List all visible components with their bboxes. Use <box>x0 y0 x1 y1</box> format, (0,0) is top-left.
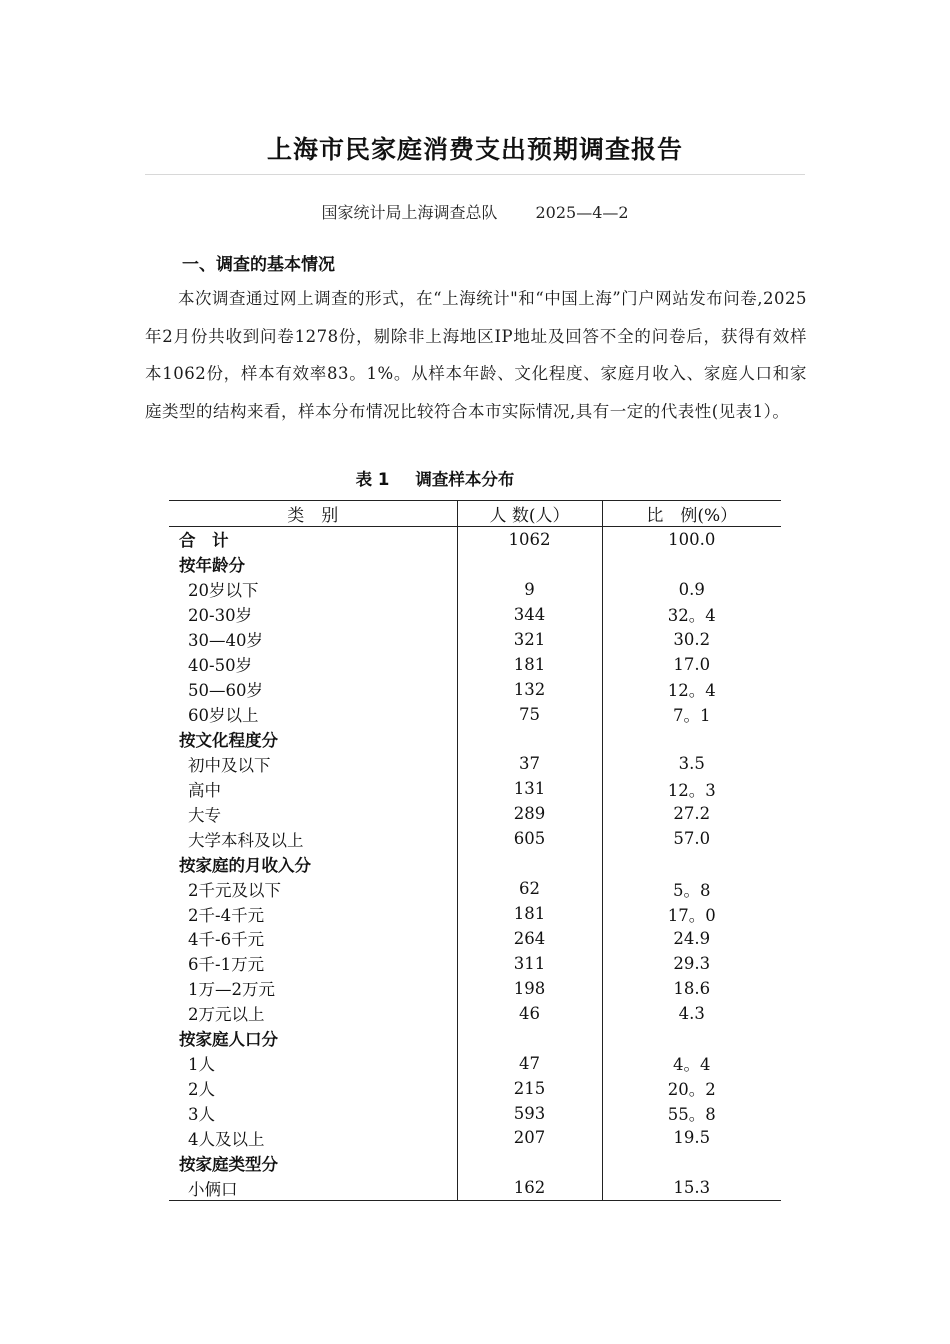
table-row <box>169 1001 781 1026</box>
row-percent <box>602 552 781 577</box>
table-row <box>169 652 781 677</box>
row-count: 132 <box>457 677 602 702</box>
row-percent: 100.0 <box>602 527 781 552</box>
table-row <box>169 951 781 976</box>
header-count: 人 数(人） <box>457 501 602 527</box>
table-row <box>169 1076 781 1101</box>
row-percent: 30.2 <box>602 627 781 652</box>
table-caption-number: 表 1 <box>355 470 390 489</box>
row-label: 按家庭类型分 <box>179 1154 278 1174</box>
row-percent: 0.9 <box>602 577 781 602</box>
row-count: 181 <box>457 652 602 677</box>
table-row <box>169 1051 781 1076</box>
table-group-row <box>169 1026 781 1051</box>
sample-distribution-table <box>169 500 781 1201</box>
row-percent: 17。0 <box>602 901 781 926</box>
row-label: 2万元以上 <box>188 1005 265 1025</box>
table-row <box>169 751 781 776</box>
row-percent: 15.3 <box>602 1175 781 1200</box>
section-heading: 一、调查的基本情况 <box>182 255 335 275</box>
row-percent: 3.5 <box>602 751 781 776</box>
header-category: 类 别 <box>169 501 457 527</box>
row-percent: 20。2 <box>602 1076 781 1101</box>
row-label: 1人 <box>188 1055 215 1075</box>
report-title: 上海市民家庭消费支出预期调查报告 <box>266 135 683 164</box>
row-label: 按家庭人口分 <box>179 1030 278 1050</box>
row-count: 207 <box>457 1126 602 1151</box>
row-label: 40-50岁 <box>188 656 253 676</box>
row-label: 60岁以上 <box>188 706 259 726</box>
row-percent: 17.0 <box>602 652 781 677</box>
table-row <box>169 826 781 851</box>
row-percent: 12。3 <box>602 776 781 801</box>
table-group-row <box>169 851 781 876</box>
row-label: 4人及以上 <box>188 1129 265 1149</box>
row-count: 264 <box>457 926 602 951</box>
row-label: 按家庭的月收入分 <box>179 855 311 875</box>
row-count: 593 <box>457 1101 602 1126</box>
row-label: 按年龄分 <box>179 556 245 576</box>
table-caption <box>0 466 870 490</box>
row-label: 30—40岁 <box>188 631 263 651</box>
row-percent: 32。4 <box>602 602 781 627</box>
row-label: 50—60岁 <box>188 681 263 701</box>
row-count <box>457 1026 602 1051</box>
row-label: 大学本科及以上 <box>188 830 304 850</box>
table-row <box>169 801 781 826</box>
byline-org: 国家统计局上海调查总队 <box>321 203 498 222</box>
row-percent: 18.6 <box>602 976 781 1001</box>
table-caption-text: 调查样本分布 <box>415 470 515 489</box>
table-row <box>169 677 781 702</box>
row-percent: 5。8 <box>602 876 781 901</box>
row-percent: 29.3 <box>602 951 781 976</box>
row-label: 20岁以下 <box>188 581 259 601</box>
row-count: 181 <box>457 901 602 926</box>
row-percent: 12。4 <box>602 677 781 702</box>
table-group-row <box>169 527 781 552</box>
row-count: 311 <box>457 951 602 976</box>
row-count: 131 <box>457 776 602 801</box>
row-count: 215 <box>457 1076 602 1101</box>
row-count: 37 <box>457 751 602 776</box>
row-count: 62 <box>457 876 602 901</box>
row-label: 大专 <box>188 805 221 825</box>
row-label: 2人 <box>188 1080 215 1100</box>
row-percent: 57.0 <box>602 826 781 851</box>
row-label: 合 计 <box>179 531 229 551</box>
row-percent: 24.9 <box>602 926 781 951</box>
table-row <box>169 1126 781 1151</box>
row-count <box>457 851 602 876</box>
row-percent: 7。1 <box>602 702 781 727</box>
row-percent: 55。8 <box>602 1101 781 1126</box>
table-group-row <box>169 727 781 752</box>
row-count: 289 <box>457 801 602 826</box>
table-row <box>169 876 781 901</box>
body-paragraph: 本次调查通过网上调查的形式，在“上海统计"和“中国上海”门户网站发布问卷,2025年2月份共收到问卷1278份，剔除非上海地区IP地址及回答不全的问卷后，获得有效样本1062份，样本有效率83。1%。从样本年龄、文化程度、家庭月收入、家庭人口和家庭类型的结构来看，样本分布情况比较符合本市实际情况,具有一定的代表性(见表1）。 <box>145 289 807 421</box>
table-row <box>169 627 781 652</box>
row-count: 321 <box>457 627 602 652</box>
row-count: 46 <box>457 1001 602 1026</box>
row-count <box>457 727 602 752</box>
byline <box>0 200 950 223</box>
row-count: 75 <box>457 702 602 727</box>
row-label: 3人 <box>188 1105 215 1125</box>
row-percent <box>602 1026 781 1051</box>
row-count: 162 <box>457 1175 602 1200</box>
row-count <box>457 552 602 577</box>
row-count: 47 <box>457 1051 602 1076</box>
row-label: 6千-1万元 <box>188 955 265 975</box>
header-percent: 比 例(%） <box>602 501 781 527</box>
title-divider <box>145 174 805 175</box>
row-count: 344 <box>457 602 602 627</box>
row-percent <box>602 851 781 876</box>
row-count <box>457 1150 602 1175</box>
table-row <box>169 1101 781 1126</box>
row-label: 20-30岁 <box>188 606 253 626</box>
row-label: 4千-6千元 <box>188 930 265 950</box>
row-percent: 4.3 <box>602 1001 781 1026</box>
table-row <box>169 976 781 1001</box>
table-body <box>169 527 781 1201</box>
row-count: 198 <box>457 976 602 1001</box>
table-row <box>169 776 781 801</box>
row-percent: 19.5 <box>602 1126 781 1151</box>
row-count: 605 <box>457 826 602 851</box>
table-row <box>169 1175 781 1200</box>
row-label: 高中 <box>188 780 221 800</box>
row-count: 1062 <box>457 527 602 552</box>
table-group-row <box>169 552 781 577</box>
table-row <box>169 926 781 951</box>
table-row <box>169 577 781 602</box>
row-label: 按文化程度分 <box>179 730 278 750</box>
row-percent <box>602 1150 781 1175</box>
table-row <box>169 901 781 926</box>
row-label: 2千元及以下 <box>188 880 281 900</box>
row-percent: 4。4 <box>602 1051 781 1076</box>
row-label: 2千-4千元 <box>188 905 265 925</box>
row-label: 1万—2万元 <box>188 980 275 1000</box>
row-label: 小俩口 <box>188 1179 238 1199</box>
table-group-row <box>169 1150 781 1175</box>
table-header-row <box>169 501 781 527</box>
table-row <box>169 602 781 627</box>
row-label: 初中及以下 <box>188 755 271 775</box>
row-percent: 27.2 <box>602 801 781 826</box>
row-percent <box>602 727 781 752</box>
byline-date: 2025—4—2 <box>535 203 629 222</box>
table-row <box>169 702 781 727</box>
row-count: 9 <box>457 577 602 602</box>
